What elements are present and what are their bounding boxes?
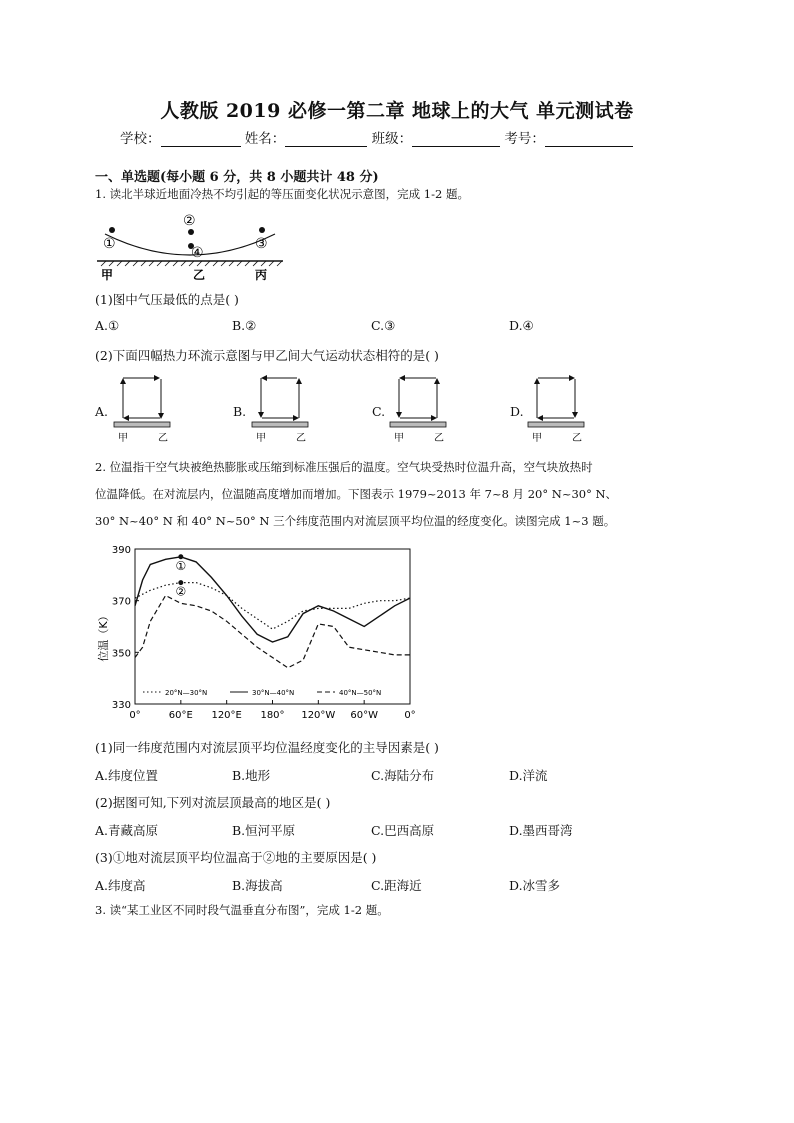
q2-sub1-option-a[interactable]: A.纬度位置	[95, 768, 159, 783]
q1-sub2-option-c[interactable]: C.	[372, 404, 386, 419]
x-tick-label: 180°	[260, 710, 285, 721]
x-tick-label: 0°	[129, 710, 141, 721]
student-info-line	[120, 127, 633, 147]
legend-label-1: 20°N—30°N	[165, 689, 208, 697]
y-tick-label: 390	[111, 545, 131, 556]
circulation-diagram-b	[248, 373, 318, 445]
q2-sub1-option-d[interactable]: D.洋流	[509, 768, 548, 783]
legend-label-3: 40°N—50°N	[339, 689, 382, 697]
point-2-label: ②	[183, 213, 196, 229]
q2-sub2-option-c[interactable]: C.巴西高原	[371, 823, 435, 838]
q3-stem: 3. 读“某工业区不同时段气温垂直分布图”，完成 1-2 题。	[95, 903, 389, 917]
cell-label-yi: 乙	[158, 433, 168, 444]
q1-sub2-option-a[interactable]: A.	[95, 404, 109, 419]
name-blank[interactable]	[285, 132, 367, 147]
y-axis-label: 位温（K）	[97, 610, 110, 662]
circulation-diagram-d	[524, 373, 594, 445]
class-label: 班级：	[371, 131, 413, 147]
x-tick-label: 120°E	[211, 710, 242, 721]
q2-stem-line-2: 位温降低。在对流层内，位温随高度增加而增加。下图表示 1979~2013 年 7~8 月 20° N~30° N、	[95, 487, 618, 501]
q2-sub1: (1)同一纬度范围内对流层顶平均位温经度变化的主导因素是( )	[95, 740, 439, 755]
x-tick-label: 60°W	[350, 710, 378, 721]
q2-sub3-option-c[interactable]: C.距海近	[371, 878, 422, 893]
cell-label-yi: 乙	[296, 433, 306, 444]
circulation-diagram-c	[386, 373, 456, 445]
legend-label-2: 30°N—40°N	[252, 689, 295, 697]
chart-legend	[143, 689, 381, 697]
x-tick-label: 0°	[404, 710, 416, 721]
point-3-label: ③	[255, 236, 268, 252]
q2-stem-line-3: 30° N~40° N 和 40° N~50° N 三个纬度范围内对流层顶平均位温的经度变化。读图完成 1~3 题。	[95, 514, 616, 528]
x-axis	[129, 700, 415, 721]
marker-2-label: ②	[175, 584, 187, 599]
q1-stem: 1. 读北半球近地面冷热不均引起的等压面变化状况示意图，完成 1-2 题。	[95, 187, 469, 201]
q1-sub1: (1)图中气压最低的点是( )	[95, 292, 239, 307]
q2-sub2: (2)据图可知,下列对流层顶最高的地区是( )	[95, 795, 331, 810]
school-blank[interactable]	[161, 132, 241, 147]
point-2-dot	[188, 229, 194, 235]
ground-label-bing: 丙	[255, 268, 268, 282]
q2-sub2-option-d[interactable]: D.墨西哥湾	[509, 823, 573, 838]
q2-sub1-option-b[interactable]: B.地形	[232, 768, 271, 783]
q1-sub1-option-b[interactable]: B.②	[232, 318, 257, 333]
q1-sub2: (2)下面四幅热力环流示意图与甲乙间大气运动状态相符的是( )	[95, 348, 439, 363]
cell-label-yi: 乙	[434, 433, 444, 444]
q1-sub2-option-b[interactable]: B.	[233, 404, 247, 419]
name-label: 姓名：	[244, 131, 286, 147]
marker-layer	[175, 554, 186, 598]
series-line-3	[135, 596, 410, 668]
cell-label-yi: 乙	[572, 433, 582, 444]
q2-sub3-option-d[interactable]: D.冰雪多	[509, 878, 561, 893]
exam-no-label: 考号：	[504, 131, 545, 147]
cell-label-jia: 甲	[394, 433, 404, 444]
exam-no-blank[interactable]	[545, 132, 633, 147]
q2-sub3-option-b[interactable]: B.海拔高	[232, 878, 283, 893]
q1-sub2-option-d[interactable]: D.	[510, 404, 524, 419]
y-tick-label: 330	[111, 700, 131, 711]
q1-sub1-option-d[interactable]: D.④	[509, 318, 534, 333]
ground-label-jia: 甲	[101, 268, 114, 282]
q2-sub3-option-a[interactable]: A.纬度高	[95, 878, 146, 893]
point-4-label: ④	[191, 245, 204, 261]
document-title: 人教版 2019 必修一第二章 地球上的大气 单元测试卷	[160, 100, 634, 122]
point-3-dot	[259, 227, 265, 233]
x-tick-label: 120°W	[301, 710, 336, 721]
series-layer	[135, 557, 410, 668]
q1-sub1-option-a[interactable]: A.①	[95, 318, 120, 333]
cell-label-jia: 甲	[256, 433, 266, 444]
y-tick-label: 370	[111, 596, 131, 608]
q2-sub2-option-a[interactable]: A.青藏高原	[95, 823, 159, 838]
school-label: 学校：	[120, 131, 161, 147]
circulation-diagram-a	[110, 373, 180, 445]
isobar-diagram	[95, 208, 285, 282]
q2-sub1-option-c[interactable]: C.海陆分布	[371, 768, 435, 783]
marker-1-label: ①	[175, 558, 187, 573]
ground-label-yi: 乙	[193, 268, 206, 282]
x-tick-label: 60°E	[168, 710, 193, 721]
class-blank[interactable]	[412, 132, 500, 147]
point-1-label: ①	[103, 236, 116, 252]
q2-sub2-option-b[interactable]: B.恒河平原	[232, 823, 296, 838]
potential-temperature-chart	[95, 541, 425, 731]
q2-sub3: (3)①地对流层顶平均位温高于②地的主要原因是( )	[95, 850, 377, 865]
q1-sub1-option-c[interactable]: C.③	[371, 318, 396, 333]
cell-label-jia: 甲	[532, 433, 542, 444]
cell-label-jia: 甲	[118, 433, 128, 444]
q2-stem-line-1: 2. 位温指干空气块被绝热膨胀或压缩到标准压强后的温度。空气块受热时位温升高，空气块放热时	[95, 460, 593, 474]
point-1-dot	[109, 227, 115, 233]
section-heading: 一、单选题(每小题 6 分，共 8 小题共计 48 分)	[95, 170, 379, 185]
y-tick-label: 350	[111, 648, 131, 660]
